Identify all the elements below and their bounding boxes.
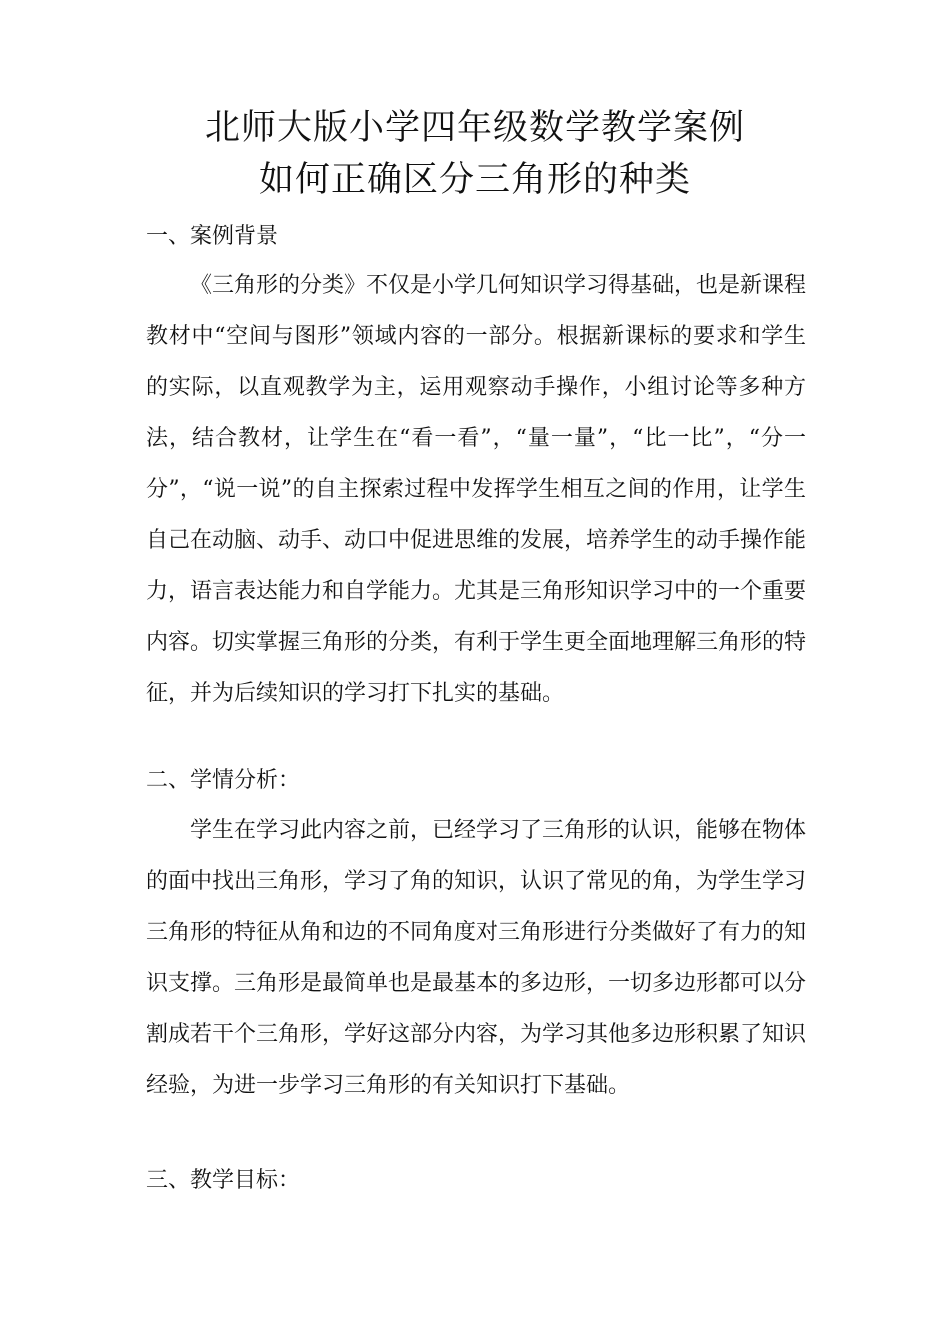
section-heading-background: 一、案例背景 [146,224,279,249]
section-heading-analysis: 二、学情分析： [146,768,301,793]
section-heading-objectives: 三、教学目标： [146,1168,301,1193]
section-paragraph-analysis: 学生在学习此内容之前，已经学习了三角形的认识，能够在物体的面中找出三角形，学习了角的知识，认识了常见的角，为学生学习三角形的特征从角和边的不同角度对三角形进行分类做好了有力的知识支撑。三角形是最简单也是最基本的多边形，一切多边形都可以分割成若干个三角形，学好这部分内容，为学习其他多边形积累了知识经验，为进一步学习三角形的有关知识打下基础。 [146,818,807,1098]
section-paragraph-background: 《三角形的分类》不仅是小学几何知识学习得基础，也是新课程教材中“空间与图形”领域内容的一部分。根据新课标的要求和学生的实际，以直观教学为主，运用观察动手操作，小组讨论等多种方法，结合教材，让学生在“看一看”，“量一量”，“比一比”，“分一分”，“说一说”的自主探索过程中发挥学生相互之间的作用，让学生自己在动脑、动手、动口中促进思维的发展，培养学生的动手操作能力，语言表达能力和自学能力。尤其是三角形知识学习中的一个重要内容。切实掌握三角形的分类，有利于学生更全面地理解三角形的特征，并为后续知识的学习打下扎实的基础。 [146,273,807,706]
document-title-line-2: 如何正确区分三角形的种类 [258,160,691,200]
document-title-line-1: 北师大版小学四年级数学教学案例 [204,108,745,148]
